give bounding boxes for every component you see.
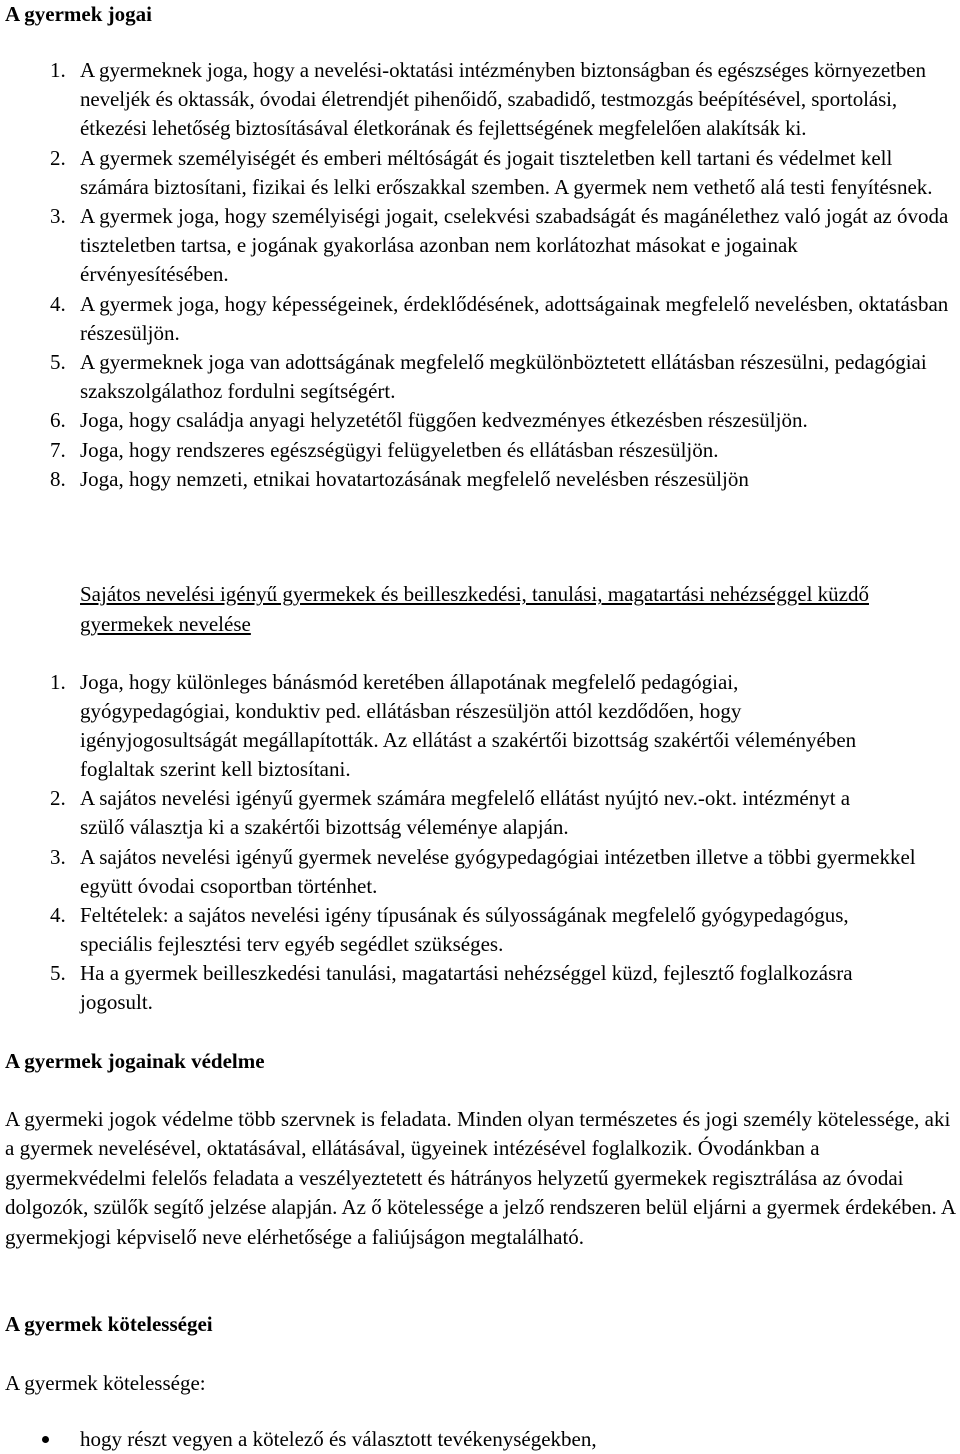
list-item-text: A gyermek joga, hogy képességeinek, érdeklődésének, adottságainak megfelelő nevelésben, oktatásban részesüljön. [80,291,949,345]
list-item-number: 8. [50,466,66,491]
list-item-number: 1. [50,58,66,82]
list-item-text: Joga, hogy nemzeti, etnikai hovatartozásának megfelelő nevelésben részesüljön [80,466,749,491]
list-item [0,465,950,494]
list-item-text: A sajátos nevelési igényű gyermek számára megfelelő ellátást nyújtó nev.-okt. intézményt a szülő választja ki a szakértői bizottság véleménye alapján. [80,786,851,840]
list-item-text: Joga, hogy rendszeres egészségügyi felügyeletben és ellátásban részesüljön. [80,437,719,462]
special-needs-list [0,668,950,1017]
list-item-number: 6. [50,408,66,433]
list-item [0,144,950,202]
list-item-text: A gyermek joga, hogy személyiségi jogait, cselekvési szabadságát és magánélethez való jogát az óvoda tiszteletben tartsa, e jogának gyakorlása azonban nem korlátozhat másokat e jogainak érvényesítésében. [80,204,949,287]
list-item [0,436,950,465]
list-item-text: Ha a gyermek beilleszkedési tanulási, magatartási nehézséggel küzd, fejlesztő foglalkozásra jogosult. [80,960,853,1015]
list-item-number: 5. [50,960,66,985]
list-item-number: 7. [50,437,66,462]
section-title-duties: A gyermek kötelességei [5,1312,213,1336]
list-item [0,56,950,144]
list-item [0,901,950,959]
list-item-number: 2. [50,786,66,811]
list-item-number: 3. [50,204,66,229]
list-item-number: 4. [50,902,66,927]
list-item-text: A gyermeknek joga, hogy a nevelési-oktatási intézményben biztonságban és egészséges környezetben neveljék és oktassák, óvodai életrendjét pihenőidő, szabadidő, testmozgás beépítésével, sportolási, étkezési lehetőség biztosításával életkorának és fejlettségének megfelelően alakítsák ki. [80,58,926,141]
list-item-text: A gyermek személyiségét és emberi méltóságát és jogait tiszteletben kell tartani és védelmet kell számára biztosítani, fizikai és lelki erőszakkal szemben. A gyermek nem vethető alá testi fenyítésnek. [80,145,933,199]
list-item [0,202,950,290]
list-item-number: 4. [50,291,66,316]
list-item-text: A sajátos nevelési igényű gyermek nevelése gyógypedagógiai intézetben illetve a többi gyermekkel együtt óvodai csoportban történhet. [80,844,916,898]
special-needs-subheading: Sajátos nevelési igényű gyermekek és beilleszkedési, tanulási, magatartási nehézséggel küzdő gyermekek nevelése [80,582,869,636]
list-item [0,348,950,406]
list-item-text: A gyermeknek joga van adottságának megfelelő megkülönböztetett ellátásban részesülni, pedagógiai szakszolgálathoz fordulni segítségért. [80,350,927,404]
list-item-number: 2. [50,145,66,170]
list-item-text: Feltételek: a sajátos nevelési igény típusának és súlyosságának megfelelő gyógypedagógus, speciális fejlesztési terv egyéb segédlet szükséges. [80,902,849,956]
list-item-number: 5. [50,350,66,375]
list-item [0,406,950,435]
list-item-text: hogy részt vegyen a kötelező és választott tevékenységekben, [80,1427,597,1451]
list-item [0,959,950,1017]
list-item [0,668,950,784]
protection-paragraph: A gyermeki jogok védelme több szervnek is feladata. Minden olyan természetes és jogi személy kötelessége, aki a gyermek nevelésével, oktatásával, ellátásával, ügyeinek intézésével foglalkozik. Óvodánkban a gyermekvédelmi felelős feladata a veszélyeztetett és hátrányos helyzetű gyermekek regisztrálása az óvodai dolgozók, szülők segítő jelzése alapján. Az ő kötelessége a jelző rendszeren belül eljárni a gyermek érdekében. A gyermekjogi képviselő neve elérhetősége a faliújságon megtalálható. [5,1107,955,1249]
list-item [0,843,950,901]
list-item [0,290,950,348]
duties-intro: A gyermek kötelessége: [5,1371,206,1395]
list-item-text: Joga, hogy családja anyagi helyzetétől függően kedvezményes étkezésben részesüljön. [80,408,808,433]
duties-bullet-list [0,1425,597,1453]
rights-list [0,56,950,494]
list-item-number: 1. [50,670,66,694]
list-item-text: Joga, hogy különleges bánásmód keretében állapotának megfelelő pedagógiai, gyógypedagógiai, konduktiv ped. ellátásban részesüljön attól kezdődően, hogy igényjogosultságát megállapították. Az ellátást a szakértői bizottság szakértői véleményében foglaltak szerint kell biztosítani. [80,670,857,782]
list-item [0,784,950,842]
section-title-protection: A gyermek jogainak védelme [5,1049,265,1073]
list-item [0,1425,597,1453]
section-title-rights: A gyermek jogai [5,2,152,26]
list-item-number: 3. [50,844,66,869]
